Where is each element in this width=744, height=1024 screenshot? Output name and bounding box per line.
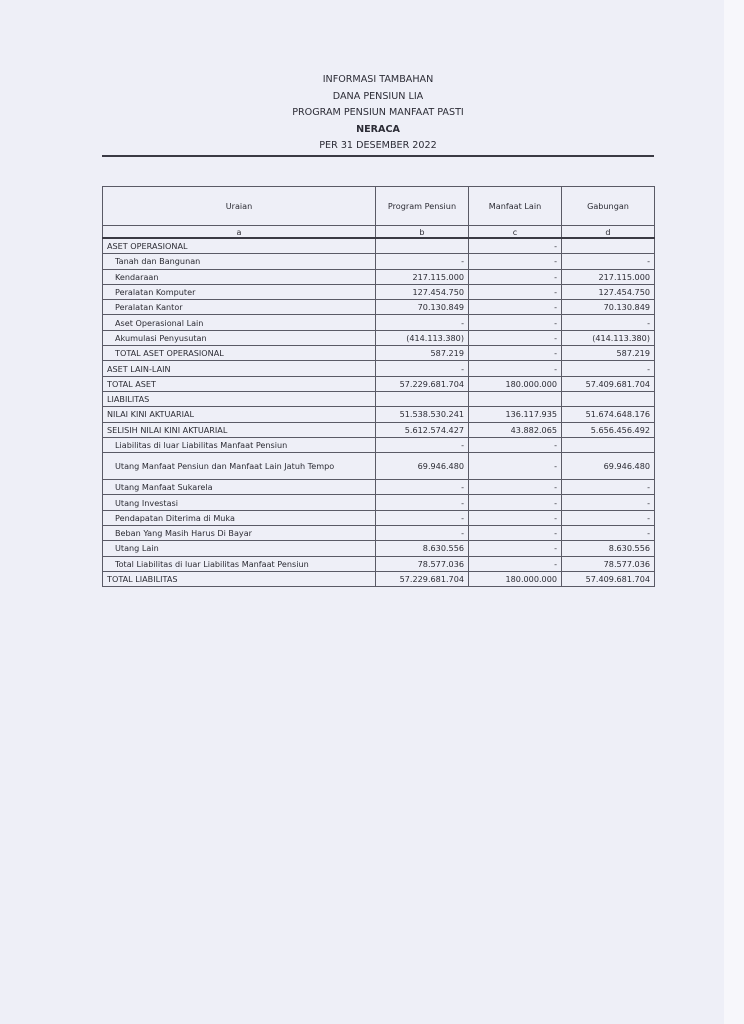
cell-manfaat-lain: -: [469, 254, 562, 269]
cell-gabungan: 70.130.849: [562, 300, 655, 315]
cell-manfaat-lain: -: [469, 556, 562, 571]
column-letter-a: a: [103, 226, 376, 239]
table-row: [103, 422, 655, 437]
cell-manfaat-lain: -: [469, 541, 562, 556]
table-header-row: [103, 187, 655, 226]
cell-gabungan: 8.630.556: [562, 541, 655, 556]
cell-gabungan: 51.674.648.176: [562, 407, 655, 422]
cell-program-pensiun: -: [376, 526, 469, 541]
column-header-manfaat-lain: Manfaat Lain: [469, 187, 562, 226]
cell-manfaat-lain: -: [469, 495, 562, 510]
cell-program-pensiun: [376, 238, 469, 254]
table-row: [103, 495, 655, 510]
row-label: Pendapatan Diterima di Muka: [103, 510, 376, 525]
cell-program-pensiun: 127.454.750: [376, 284, 469, 299]
cell-manfaat-lain: 43.882.065: [469, 422, 562, 437]
header-line-2: DANA PENSIUN LIA: [332, 90, 424, 102]
row-label: SELISIH NILAI KINI AKTUARIAL: [103, 422, 376, 437]
cell-program-pensiun: 587.219: [376, 346, 469, 361]
row-label: TOTAL ASET: [103, 376, 376, 391]
row-label: Utang Manfaat Pensiun dan Manfaat Lain Jatuh Tempo: [103, 453, 376, 480]
cell-program-pensiun: [376, 391, 469, 406]
table-row: [103, 480, 655, 495]
cell-program-pensiun: 70.130.849: [376, 300, 469, 315]
table-row: [103, 376, 655, 391]
cell-program-pensiun: (414.113.380): [376, 330, 469, 345]
cell-manfaat-lain: 180.000.000: [469, 376, 562, 391]
row-label: Utang Lain: [103, 541, 376, 556]
cell-gabungan: 5.656.456.492: [562, 422, 655, 437]
cell-gabungan: -: [562, 526, 655, 541]
cell-manfaat-lain: -: [469, 480, 562, 495]
cell-manfaat-lain: -: [469, 437, 562, 452]
cell-gabungan: -: [562, 480, 655, 495]
cell-gabungan: 69.946.480: [562, 453, 655, 480]
row-label: Akumulasi Penyusutan: [103, 330, 376, 345]
column-header-program-pensiun: Program Pensiun: [376, 187, 469, 226]
row-label: Liabilitas di luar Liabilitas Manfaat Pensiun: [103, 437, 376, 452]
column-letter-d: d: [562, 226, 655, 239]
row-label: Tanah dan Bangunan: [103, 254, 376, 269]
cell-gabungan: -: [562, 361, 655, 376]
cell-program-pensiun: 8.630.556: [376, 541, 469, 556]
row-label: ASET OPERASIONAL: [103, 238, 376, 254]
cell-manfaat-lain: -: [469, 284, 562, 299]
cell-gabungan: -: [562, 495, 655, 510]
cell-manfaat-lain: -: [469, 361, 562, 376]
balance-sheet-table: [102, 186, 655, 587]
cell-manfaat-lain: -: [469, 346, 562, 361]
cell-manfaat-lain: -: [469, 453, 562, 480]
table-row: [103, 346, 655, 361]
cell-program-pensiun: -: [376, 495, 469, 510]
cell-manfaat-lain: -: [469, 510, 562, 525]
column-header-uraian: Uraian: [103, 187, 376, 226]
table-row: [103, 238, 655, 254]
cell-program-pensiun: 57.229.681.704: [376, 376, 469, 391]
table-row: [103, 541, 655, 556]
cell-program-pensiun: 69.946.480: [376, 453, 469, 480]
cell-program-pensiun: 51.538.530.241: [376, 407, 469, 422]
row-label: Aset Operasional Lain: [103, 315, 376, 330]
row-label: TOTAL ASET OPERASIONAL: [103, 346, 376, 361]
cell-gabungan: 57.409.681.704: [562, 571, 655, 586]
cell-gabungan: 78.577.036: [562, 556, 655, 571]
cell-program-pensiun: -: [376, 480, 469, 495]
document-title: NERACA: [356, 123, 400, 135]
cell-gabungan: -: [562, 315, 655, 330]
document-header: [102, 72, 654, 155]
row-label: LIABILITAS: [103, 391, 376, 406]
page-edge: [724, 0, 744, 1024]
table-row: [103, 361, 655, 376]
table-row: [103, 300, 655, 315]
table-row: [103, 556, 655, 571]
column-letter-row: [103, 226, 655, 239]
row-label: Kendaraan: [103, 269, 376, 284]
header-line-3: PROGRAM PENSIUN MANFAAT PASTI: [292, 107, 464, 118]
cell-gabungan: [562, 437, 655, 452]
cell-program-pensiun: 78.577.036: [376, 556, 469, 571]
cell-gabungan: [562, 238, 655, 254]
table-row: [103, 437, 655, 452]
cell-gabungan: -: [562, 510, 655, 525]
cell-manfaat-lain: -: [469, 330, 562, 345]
column-letter-b: b: [376, 226, 469, 239]
cell-program-pensiun: 57.229.681.704: [376, 571, 469, 586]
table-row: [103, 254, 655, 269]
cell-gabungan: 587.219: [562, 346, 655, 361]
table-row: [103, 571, 655, 586]
header-line-1: INFORMASI TAMBAHAN: [322, 74, 434, 85]
cell-program-pensiun: -: [376, 361, 469, 376]
row-label: Beban Yang Masih Harus Di Bayar: [103, 526, 376, 541]
row-label: Peralatan Komputer: [103, 284, 376, 299]
table-row: [103, 510, 655, 525]
cell-gabungan: 127.454.750: [562, 284, 655, 299]
cell-program-pensiun: -: [376, 315, 469, 330]
header-divider: [102, 155, 654, 157]
row-label: Peralatan Kantor: [103, 300, 376, 315]
cell-manfaat-lain: 136.117.935: [469, 407, 562, 422]
table-row: [103, 284, 655, 299]
cell-gabungan: (414.113.380): [562, 330, 655, 345]
cell-manfaat-lain: -: [469, 269, 562, 284]
cell-gabungan: 217.115.000: [562, 269, 655, 284]
column-letter-c: c: [469, 226, 562, 239]
cell-manfaat-lain: [469, 391, 562, 406]
cell-gabungan: [562, 391, 655, 406]
table-row: [103, 315, 655, 330]
cell-gabungan: -: [562, 254, 655, 269]
row-label: Utang Investasi: [103, 495, 376, 510]
column-header-gabungan: Gabungan: [562, 187, 655, 226]
table-row: [103, 269, 655, 284]
cell-program-pensiun: -: [376, 437, 469, 452]
row-label: TOTAL LIABILITAS: [103, 571, 376, 586]
period-line: PER 31 DESEMBER 2022: [319, 140, 437, 151]
row-label: ASET LAIN-LAIN: [103, 361, 376, 376]
cell-gabungan: 57.409.681.704: [562, 376, 655, 391]
table-row: [103, 526, 655, 541]
cell-program-pensiun: -: [376, 254, 469, 269]
row-label: Total Liabilitas di luar Liabilitas Manfaat Pensiun: [103, 556, 376, 571]
table-row: [103, 407, 655, 422]
cell-manfaat-lain: 180.000.000: [469, 571, 562, 586]
cell-program-pensiun: 217.115.000: [376, 269, 469, 284]
cell-program-pensiun: -: [376, 510, 469, 525]
row-label: Utang Manfaat Sukarela: [103, 480, 376, 495]
cell-program-pensiun: 5.612.574.427: [376, 422, 469, 437]
cell-manfaat-lain: -: [469, 300, 562, 315]
cell-manfaat-lain: -: [469, 526, 562, 541]
table-row: [103, 453, 655, 480]
cell-manfaat-lain: -: [469, 315, 562, 330]
table-row: [103, 330, 655, 345]
row-label: NILAI KINI AKTUARIAL: [103, 407, 376, 422]
table-row: [103, 391, 655, 406]
cell-manfaat-lain: -: [469, 238, 562, 254]
